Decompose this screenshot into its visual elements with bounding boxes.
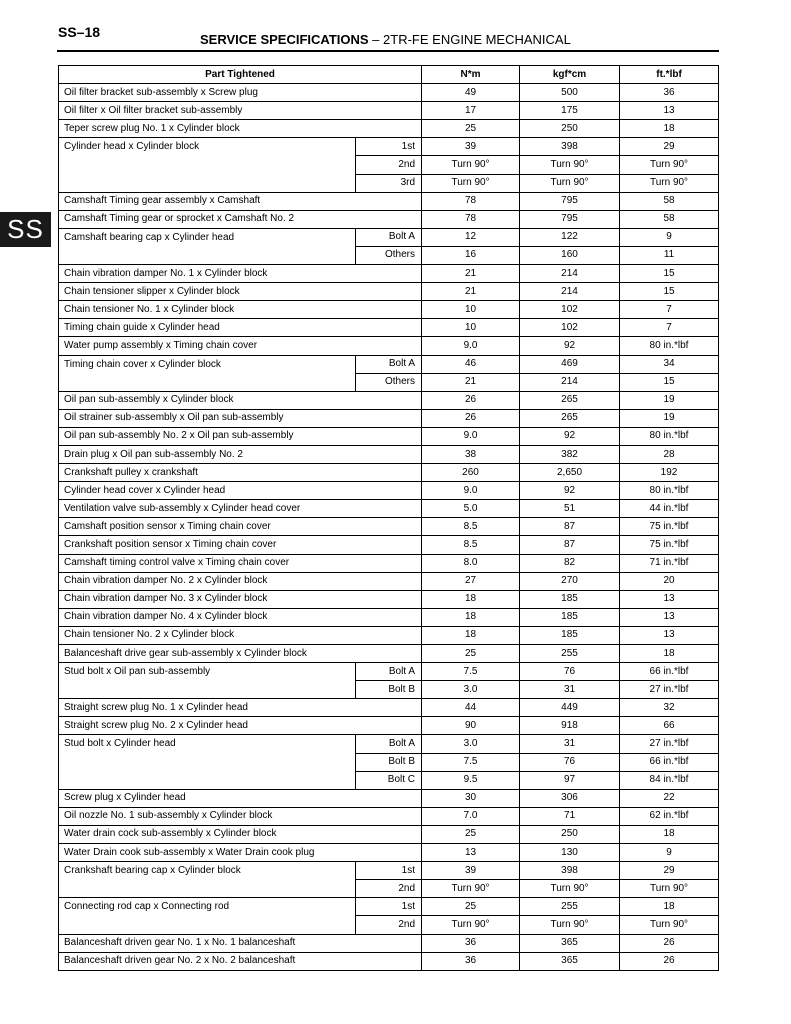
torque-nm-cell: 36 bbox=[422, 952, 520, 970]
torque-nm-cell: 27 bbox=[422, 572, 520, 590]
part-tightened-cell: Screw plug x Cylinder head bbox=[59, 789, 422, 807]
torque-nm-cell: 21 bbox=[422, 373, 520, 391]
torque-kgfcm-cell: Turn 90° bbox=[520, 156, 620, 174]
torque-ftlbf-cell: 9 bbox=[620, 844, 719, 862]
part-tightened-cell: Oil pan sub-assembly x Cylinder block bbox=[59, 391, 422, 409]
part-tightened-cell: Connecting rod cap x Connecting rod bbox=[59, 898, 356, 934]
torque-ftlbf-cell: 13 bbox=[620, 626, 719, 644]
torque-kgfcm-cell: 306 bbox=[520, 789, 620, 807]
torque-nm-cell: 26 bbox=[422, 409, 520, 427]
torque-nm-cell: 46 bbox=[422, 355, 520, 373]
part-tightened-cell: Crankshaft bearing cap x Cylinder block bbox=[59, 862, 356, 898]
torque-ftlbf-cell: 58 bbox=[620, 210, 719, 228]
torque-ftlbf-cell: 80 in.*lbf bbox=[620, 337, 719, 355]
torque-kgfcm-cell: 185 bbox=[520, 590, 620, 608]
torque-nm-cell: 17 bbox=[422, 102, 520, 120]
table-row bbox=[59, 645, 719, 663]
torque-nm-cell: 38 bbox=[422, 445, 520, 463]
torque-ftlbf-cell: 75 in.*lbf bbox=[620, 536, 719, 554]
table-row bbox=[59, 192, 719, 210]
section-side-tab: SS bbox=[0, 212, 51, 247]
part-tightened-cell: Straight screw plug No. 2 x Cylinder head bbox=[59, 717, 422, 735]
torque-ftlbf-cell: 18 bbox=[620, 645, 719, 663]
header-ftlbf: ft.*lbf bbox=[620, 66, 719, 84]
torque-ftlbf-cell: 7 bbox=[620, 319, 719, 337]
torque-ftlbf-cell: 9 bbox=[620, 228, 719, 246]
torque-kgfcm-cell: 255 bbox=[520, 645, 620, 663]
torque-ftlbf-cell: 13 bbox=[620, 608, 719, 626]
torque-ftlbf-cell: 62 in.*lbf bbox=[620, 807, 719, 825]
table-row bbox=[59, 952, 719, 970]
step-or-bolt-cell: Bolt A bbox=[356, 355, 422, 373]
torque-ftlbf-cell: 22 bbox=[620, 789, 719, 807]
table-row bbox=[59, 283, 719, 301]
torque-nm-cell: 90 bbox=[422, 717, 520, 735]
table-row bbox=[59, 844, 719, 862]
torque-nm-cell: 36 bbox=[422, 934, 520, 952]
torque-kgfcm-cell: 51 bbox=[520, 500, 620, 518]
part-tightened-cell: Teper screw plug No. 1 x Cylinder block bbox=[59, 120, 422, 138]
page-title-bold: SERVICE SPECIFICATIONS bbox=[200, 32, 369, 47]
torque-kgfcm-cell: 102 bbox=[520, 319, 620, 337]
torque-nm-cell: 18 bbox=[422, 590, 520, 608]
torque-ftlbf-cell: 15 bbox=[620, 373, 719, 391]
page-title-separator: – bbox=[368, 32, 384, 47]
part-tightened-cell: Oil filter x Oil filter bracket sub-assembly bbox=[59, 102, 422, 120]
torque-kgfcm-cell: 214 bbox=[520, 373, 620, 391]
torque-ftlbf-cell: 84 in.*lbf bbox=[620, 771, 719, 789]
torque-kgfcm-cell: 214 bbox=[520, 283, 620, 301]
part-tightened-cell: Balanceshaft driven gear No. 1 x No. 1 balanceshaft bbox=[59, 934, 422, 952]
table-row bbox=[59, 898, 719, 916]
torque-kgfcm-cell: 918 bbox=[520, 717, 620, 735]
torque-kgfcm-cell: 92 bbox=[520, 337, 620, 355]
part-tightened-cell: Cylinder head cover x Cylinder head bbox=[59, 482, 422, 500]
torque-ftlbf-cell: 20 bbox=[620, 572, 719, 590]
table-row bbox=[59, 934, 719, 952]
table-header-row bbox=[59, 66, 719, 84]
torque-nm-cell: 7.0 bbox=[422, 807, 520, 825]
torque-ftlbf-cell: Turn 90° bbox=[620, 880, 719, 898]
torque-kgfcm-cell: 214 bbox=[520, 265, 620, 283]
torque-kgfcm-cell: 71 bbox=[520, 807, 620, 825]
page-title bbox=[200, 32, 571, 47]
table-row bbox=[59, 445, 719, 463]
torque-ftlbf-cell: 26 bbox=[620, 934, 719, 952]
torque-nm-cell: 12 bbox=[422, 228, 520, 246]
torque-kgfcm-cell: 92 bbox=[520, 427, 620, 445]
torque-nm-cell: 26 bbox=[422, 391, 520, 409]
torque-nm-cell: 21 bbox=[422, 265, 520, 283]
part-tightened-cell: Camshaft bearing cap x Cylinder head bbox=[59, 228, 356, 264]
torque-nm-cell: 8.5 bbox=[422, 536, 520, 554]
torque-kgfcm-cell: 122 bbox=[520, 228, 620, 246]
torque-nm-cell: 39 bbox=[422, 862, 520, 880]
part-tightened-cell: Straight screw plug No. 1 x Cylinder head bbox=[59, 699, 422, 717]
torque-kgfcm-cell: 469 bbox=[520, 355, 620, 373]
step-or-bolt-cell: 1st bbox=[356, 898, 422, 916]
table-row bbox=[59, 735, 719, 753]
step-or-bolt-cell: 2nd bbox=[356, 880, 422, 898]
part-tightened-cell: Crankshaft position sensor x Timing chain cover bbox=[59, 536, 422, 554]
table-row bbox=[59, 355, 719, 373]
table-row bbox=[59, 464, 719, 482]
torque-kgfcm-cell: Turn 90° bbox=[520, 174, 620, 192]
torque-kgfcm-cell: 102 bbox=[520, 301, 620, 319]
torque-nm-cell: 39 bbox=[422, 138, 520, 156]
part-tightened-cell: Water Drain cook sub-assembly x Water Drain cook plug bbox=[59, 844, 422, 862]
torque-kgfcm-cell: 255 bbox=[520, 898, 620, 916]
torque-kgfcm-cell: Turn 90° bbox=[520, 916, 620, 934]
table-row bbox=[59, 210, 719, 228]
part-tightened-cell: Balanceshaft drive gear sub-assembly x Cylinder block bbox=[59, 645, 422, 663]
part-tightened-cell: Stud bolt x Oil pan sub-assembly bbox=[59, 663, 356, 699]
part-tightened-cell: Camshaft position sensor x Timing chain cover bbox=[59, 518, 422, 536]
torque-nm-cell: 13 bbox=[422, 844, 520, 862]
torque-nm-cell: 49 bbox=[422, 84, 520, 102]
table-row bbox=[59, 862, 719, 880]
torque-kgfcm-cell: 31 bbox=[520, 735, 620, 753]
torque-kgfcm-cell: 500 bbox=[520, 84, 620, 102]
torque-nm-cell: 9.0 bbox=[422, 482, 520, 500]
step-or-bolt-cell: Others bbox=[356, 373, 422, 391]
torque-kgfcm-cell: 175 bbox=[520, 102, 620, 120]
torque-kgfcm-cell: 97 bbox=[520, 771, 620, 789]
torque-nm-cell: 21 bbox=[422, 283, 520, 301]
torque-kgfcm-cell: 265 bbox=[520, 409, 620, 427]
torque-ftlbf-cell: Turn 90° bbox=[620, 174, 719, 192]
part-tightened-cell: Chain vibration damper No. 2 x Cylinder block bbox=[59, 572, 422, 590]
step-or-bolt-cell: 1st bbox=[356, 138, 422, 156]
torque-nm-cell: Turn 90° bbox=[422, 174, 520, 192]
step-or-bolt-cell: Bolt B bbox=[356, 681, 422, 699]
torque-kgfcm-cell: 92 bbox=[520, 482, 620, 500]
part-tightened-cell: Chain vibration damper No. 1 x Cylinder block bbox=[59, 265, 422, 283]
torque-nm-cell: 260 bbox=[422, 464, 520, 482]
step-or-bolt-cell: Bolt C bbox=[356, 771, 422, 789]
torque-nm-cell: 8.5 bbox=[422, 518, 520, 536]
table-row bbox=[59, 663, 719, 681]
torque-kgfcm-cell: 185 bbox=[520, 608, 620, 626]
torque-ftlbf-cell: 29 bbox=[620, 138, 719, 156]
step-or-bolt-cell: Bolt A bbox=[356, 663, 422, 681]
step-or-bolt-cell: 3rd bbox=[356, 174, 422, 192]
torque-ftlbf-cell: 13 bbox=[620, 590, 719, 608]
torque-nm-cell: 25 bbox=[422, 825, 520, 843]
table-row bbox=[59, 391, 719, 409]
page-title-subject: 2TR-FE ENGINE MECHANICAL bbox=[383, 32, 571, 47]
table-row bbox=[59, 825, 719, 843]
torque-ftlbf-cell: 66 in.*lbf bbox=[620, 663, 719, 681]
table-row bbox=[59, 427, 719, 445]
torque-kgfcm-cell: 76 bbox=[520, 753, 620, 771]
torque-ftlbf-cell: 18 bbox=[620, 825, 719, 843]
torque-ftlbf-cell: 66 in.*lbf bbox=[620, 753, 719, 771]
torque-ftlbf-cell: 18 bbox=[620, 898, 719, 916]
torque-kgfcm-cell: 82 bbox=[520, 554, 620, 572]
torque-ftlbf-cell: Turn 90° bbox=[620, 916, 719, 934]
table-row bbox=[59, 500, 719, 518]
part-tightened-cell: Cylinder head x Cylinder block bbox=[59, 138, 356, 192]
torque-ftlbf-cell: 34 bbox=[620, 355, 719, 373]
torque-nm-cell: Turn 90° bbox=[422, 880, 520, 898]
part-tightened-cell: Crankshaft pulley x crankshaft bbox=[59, 464, 422, 482]
torque-ftlbf-cell: 11 bbox=[620, 246, 719, 264]
step-or-bolt-cell: Others bbox=[356, 246, 422, 264]
table-row bbox=[59, 228, 719, 246]
torque-ftlbf-cell: 27 in.*lbf bbox=[620, 735, 719, 753]
torque-nm-cell: 8.0 bbox=[422, 554, 520, 572]
torque-ftlbf-cell: 32 bbox=[620, 699, 719, 717]
part-tightened-cell: Stud bolt x Cylinder head bbox=[59, 735, 356, 789]
part-tightened-cell: Timing chain guide x Cylinder head bbox=[59, 319, 422, 337]
torque-nm-cell: 44 bbox=[422, 699, 520, 717]
torque-kgfcm-cell: 795 bbox=[520, 210, 620, 228]
torque-ftlbf-cell: 13 bbox=[620, 102, 719, 120]
torque-ftlbf-cell: 36 bbox=[620, 84, 719, 102]
torque-ftlbf-cell: 7 bbox=[620, 301, 719, 319]
torque-kgfcm-cell: 2,650 bbox=[520, 464, 620, 482]
header-nm: N*m bbox=[422, 66, 520, 84]
part-tightened-cell: Water drain cock sub-assembly x Cylinder block bbox=[59, 825, 422, 843]
torque-ftlbf-cell: 71 in.*lbf bbox=[620, 554, 719, 572]
torque-kgfcm-cell: 270 bbox=[520, 572, 620, 590]
part-tightened-cell: Chain tensioner No. 1 x Cylinder block bbox=[59, 301, 422, 319]
step-or-bolt-cell: 1st bbox=[356, 862, 422, 880]
torque-ftlbf-cell: 15 bbox=[620, 265, 719, 283]
step-or-bolt-cell: Bolt A bbox=[356, 228, 422, 246]
torque-nm-cell: 9.0 bbox=[422, 427, 520, 445]
torque-kgfcm-cell: 365 bbox=[520, 934, 620, 952]
torque-ftlbf-cell: 58 bbox=[620, 192, 719, 210]
header-rule bbox=[57, 50, 719, 52]
table-body bbox=[59, 84, 719, 971]
table-row bbox=[59, 807, 719, 825]
table-row bbox=[59, 301, 719, 319]
table-row bbox=[59, 590, 719, 608]
table-row bbox=[59, 409, 719, 427]
torque-nm-cell: 25 bbox=[422, 120, 520, 138]
torque-ftlbf-cell: 19 bbox=[620, 391, 719, 409]
torque-nm-cell: 7.5 bbox=[422, 663, 520, 681]
table-row bbox=[59, 138, 719, 156]
part-tightened-cell: Camshaft Timing gear assembly x Camshaft bbox=[59, 192, 422, 210]
torque-kgfcm-cell: 31 bbox=[520, 681, 620, 699]
torque-nm-cell: Turn 90° bbox=[422, 156, 520, 174]
step-or-bolt-cell: 2nd bbox=[356, 916, 422, 934]
torque-kgfcm-cell: 265 bbox=[520, 391, 620, 409]
torque-kgfcm-cell: 795 bbox=[520, 192, 620, 210]
part-tightened-cell: Oil pan sub-assembly No. 2 x Oil pan sub-assembly bbox=[59, 427, 422, 445]
torque-kgfcm-cell: 185 bbox=[520, 626, 620, 644]
torque-ftlbf-cell: 26 bbox=[620, 952, 719, 970]
torque-nm-cell: Turn 90° bbox=[422, 916, 520, 934]
torque-kgfcm-cell: 449 bbox=[520, 699, 620, 717]
torque-ftlbf-cell: 192 bbox=[620, 464, 719, 482]
table-row bbox=[59, 554, 719, 572]
table-row bbox=[59, 319, 719, 337]
torque-ftlbf-cell: 80 in.*lbf bbox=[620, 427, 719, 445]
torque-kgfcm-cell: 87 bbox=[520, 536, 620, 554]
torque-nm-cell: 3.0 bbox=[422, 681, 520, 699]
torque-ftlbf-cell: 66 bbox=[620, 717, 719, 735]
table-row bbox=[59, 337, 719, 355]
torque-nm-cell: 78 bbox=[422, 210, 520, 228]
torque-kgfcm-cell: 365 bbox=[520, 952, 620, 970]
torque-ftlbf-cell: 28 bbox=[620, 445, 719, 463]
table-row bbox=[59, 536, 719, 554]
table-row bbox=[59, 608, 719, 626]
table-row bbox=[59, 572, 719, 590]
torque-nm-cell: 9.5 bbox=[422, 771, 520, 789]
torque-nm-cell: 7.5 bbox=[422, 753, 520, 771]
table-row bbox=[59, 120, 719, 138]
part-tightened-cell: Water pump assembly x Timing chain cover bbox=[59, 337, 422, 355]
part-tightened-cell: Chain vibration damper No. 4 x Cylinder block bbox=[59, 608, 422, 626]
part-tightened-cell: Chain tensioner slipper x Cylinder block bbox=[59, 283, 422, 301]
torque-nm-cell: 78 bbox=[422, 192, 520, 210]
torque-ftlbf-cell: 44 in.*lbf bbox=[620, 500, 719, 518]
torque-nm-cell: 30 bbox=[422, 789, 520, 807]
table-row bbox=[59, 699, 719, 717]
torque-nm-cell: 3.0 bbox=[422, 735, 520, 753]
header-kgfcm: kgf*cm bbox=[520, 66, 620, 84]
part-tightened-cell: Chain tensioner No. 2 x Cylinder block bbox=[59, 626, 422, 644]
table-row bbox=[59, 789, 719, 807]
torque-nm-cell: 25 bbox=[422, 645, 520, 663]
torque-kgfcm-cell: 398 bbox=[520, 862, 620, 880]
table-row bbox=[59, 717, 719, 735]
torque-nm-cell: 10 bbox=[422, 319, 520, 337]
torque-kgfcm-cell: 87 bbox=[520, 518, 620, 536]
torque-nm-cell: 9.0 bbox=[422, 337, 520, 355]
table-row bbox=[59, 482, 719, 500]
part-tightened-cell: Timing chain cover x Cylinder block bbox=[59, 355, 356, 391]
step-or-bolt-cell: 2nd bbox=[356, 156, 422, 174]
torque-kgfcm-cell: 250 bbox=[520, 120, 620, 138]
torque-nm-cell: 25 bbox=[422, 898, 520, 916]
table-row bbox=[59, 102, 719, 120]
torque-nm-cell: 16 bbox=[422, 246, 520, 264]
step-or-bolt-cell: Bolt A bbox=[356, 735, 422, 753]
torque-nm-cell: 18 bbox=[422, 626, 520, 644]
torque-nm-cell: 18 bbox=[422, 608, 520, 626]
part-tightened-cell: Camshaft Timing gear or sprocket x Camshaft No. 2 bbox=[59, 210, 422, 228]
torque-nm-cell: 10 bbox=[422, 301, 520, 319]
part-tightened-cell: Oil filter bracket sub-assembly x Screw plug bbox=[59, 84, 422, 102]
table-row bbox=[59, 84, 719, 102]
torque-kgfcm-cell: Turn 90° bbox=[520, 880, 620, 898]
torque-ftlbf-cell: 19 bbox=[620, 409, 719, 427]
torque-ftlbf-cell: 18 bbox=[620, 120, 719, 138]
table-row bbox=[59, 626, 719, 644]
torque-kgfcm-cell: 398 bbox=[520, 138, 620, 156]
part-tightened-cell: Balanceshaft driven gear No. 2 x No. 2 balanceshaft bbox=[59, 952, 422, 970]
part-tightened-cell: Drain plug x Oil pan sub-assembly No. 2 bbox=[59, 445, 422, 463]
torque-ftlbf-cell: 80 in.*lbf bbox=[620, 482, 719, 500]
part-tightened-cell: Ventilation valve sub-assembly x Cylinder head cover bbox=[59, 500, 422, 518]
torque-ftlbf-cell: Turn 90° bbox=[620, 156, 719, 174]
part-tightened-cell: Camshaft timing control valve x Timing chain cover bbox=[59, 554, 422, 572]
torque-kgfcm-cell: 76 bbox=[520, 663, 620, 681]
table-row bbox=[59, 518, 719, 536]
torque-ftlbf-cell: 27 in.*lbf bbox=[620, 681, 719, 699]
torque-ftlbf-cell: 75 in.*lbf bbox=[620, 518, 719, 536]
torque-kgfcm-cell: 130 bbox=[520, 844, 620, 862]
torque-spec-table bbox=[58, 65, 719, 971]
torque-ftlbf-cell: 15 bbox=[620, 283, 719, 301]
torque-kgfcm-cell: 250 bbox=[520, 825, 620, 843]
step-or-bolt-cell: Bolt B bbox=[356, 753, 422, 771]
page-id: SS–18 bbox=[58, 24, 101, 40]
part-tightened-cell: Oil nozzle No. 1 sub-assembly x Cylinder block bbox=[59, 807, 422, 825]
torque-ftlbf-cell: 29 bbox=[620, 862, 719, 880]
torque-kgfcm-cell: 160 bbox=[520, 246, 620, 264]
torque-nm-cell: 5.0 bbox=[422, 500, 520, 518]
part-tightened-cell: Chain vibration damper No. 3 x Cylinder block bbox=[59, 590, 422, 608]
header-part-tightened: Part Tightened bbox=[59, 66, 422, 84]
part-tightened-cell: Oil strainer sub-assembly x Oil pan sub-assembly bbox=[59, 409, 422, 427]
torque-kgfcm-cell: 382 bbox=[520, 445, 620, 463]
table-row bbox=[59, 265, 719, 283]
